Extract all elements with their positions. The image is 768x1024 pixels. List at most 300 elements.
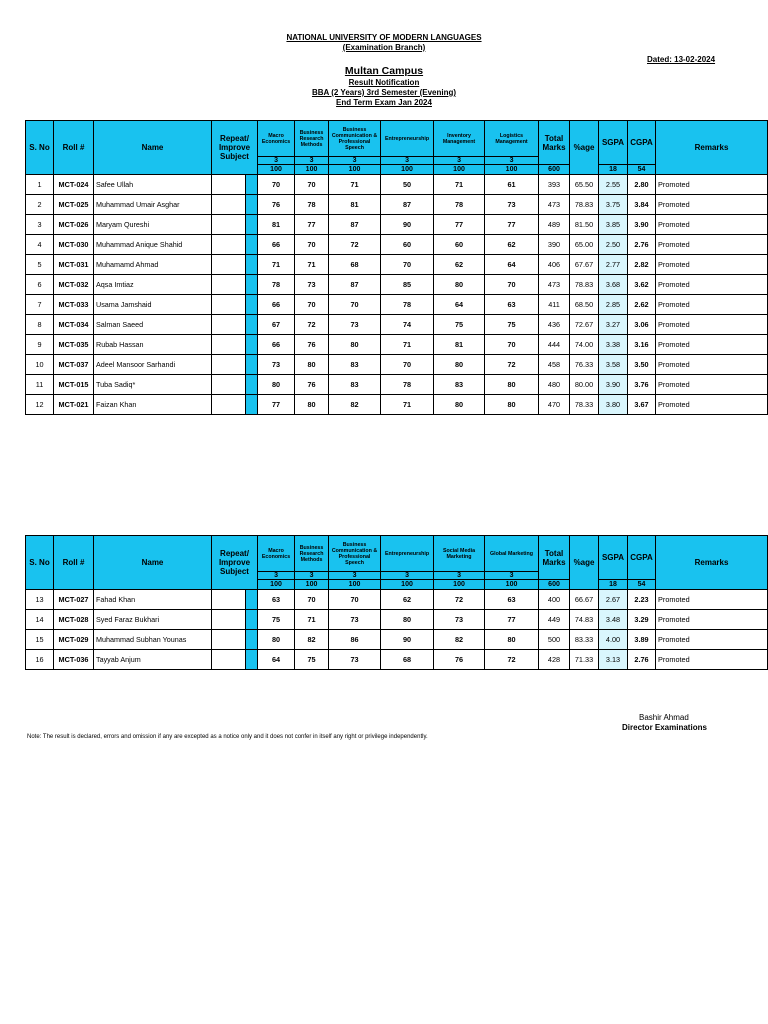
cell-remarks: Promoted [656,650,768,670]
cell-remarks: Promoted [656,375,768,395]
cell-mark: 70 [295,235,329,255]
cell-mark: 76 [295,375,329,395]
cell-mark: 71 [381,395,434,415]
cell-cgpa: 3.90 [628,215,656,235]
cell-roll: MCT-025 [54,195,94,215]
cell-mark: 78 [434,195,485,215]
cell-mark: 71 [329,175,381,195]
cell-total: 470 [539,395,570,415]
col-header-total: Total Marks [539,121,570,165]
table-row [26,195,768,215]
col-header-max-marks: 100 [381,165,434,175]
cell-mark: 82 [329,395,381,415]
cell-mark: 64 [485,255,539,275]
col-header-subject: Business Research Methods [295,121,329,157]
col-header-subject: Logistics Management [485,121,539,157]
col-header-sno: S. No [26,121,54,175]
cell-repeat [212,215,246,235]
cell-mark: 68 [381,650,434,670]
col-header-subject: Macro Economics [258,121,295,157]
cell-mark: 66 [258,295,295,315]
cell-mark: 83 [434,375,485,395]
cell-repeat-marker [246,590,258,610]
cell-repeat [212,610,246,630]
cell-mark: 72 [434,590,485,610]
cell-sgpa: 3.85 [599,215,628,235]
col-header-cgpa: CGPA [628,121,656,165]
cell-roll: MCT-021 [54,395,94,415]
cell-total: 449 [539,610,570,630]
col-header-max-marks: 100 [329,580,381,590]
university-title: NATIONAL UNIVERSITY OF MODERN LANGUAGES [286,33,482,42]
cell-mark: 80 [329,335,381,355]
cell-sno: 2 [26,195,54,215]
cell-mark: 68 [329,255,381,275]
cell-mark: 66 [258,335,295,355]
col-header-credit: 3 [258,157,295,165]
footer-note: Note: The result is declared, errors and omission if any are excepted as a notice only and it does not confer in itself any right or privilege independently. [27,734,428,740]
cell-mark: 81 [434,335,485,355]
cell-roll: MCT-030 [54,235,94,255]
cell-name: Adeel Mansoor Sarhandi [94,355,212,375]
cell-total: 480 [539,375,570,395]
cell-repeat-marker [246,315,258,335]
cell-name: Usama Jamshaid [94,295,212,315]
cell-remarks: Promoted [656,195,768,215]
cell-mark: 73 [485,195,539,215]
cell-cgpa: 3.89 [628,630,656,650]
table-row [26,590,768,610]
cell-sgpa: 2.55 [599,175,628,195]
cell-sgpa: 2.77 [599,255,628,275]
cell-mark: 90 [381,630,434,650]
cell-pct: 76.33 [570,355,599,375]
cell-sno: 9 [26,335,54,355]
col-header-name: Name [94,536,212,590]
cell-mark: 76 [258,195,295,215]
cell-mark: 80 [485,395,539,415]
col-header-subject: Global Marketing [485,536,539,572]
col-header-pct: %age [570,536,599,590]
cell-mark: 75 [485,315,539,335]
cell-repeat-marker [246,175,258,195]
cell-mark: 70 [381,255,434,275]
cell-roll: MCT-029 [54,630,94,650]
cell-roll: MCT-036 [54,650,94,670]
cell-remarks: Promoted [656,235,768,255]
cell-mark: 73 [329,315,381,335]
cell-sno: 14 [26,610,54,630]
cell-mark: 62 [434,255,485,275]
cell-mark: 70 [329,295,381,315]
cell-pct: 80.00 [570,375,599,395]
table-row [26,175,768,195]
cell-mark: 63 [485,295,539,315]
cell-mark: 85 [381,275,434,295]
cell-mark: 71 [295,610,329,630]
cell-pct: 78.83 [570,195,599,215]
cell-cgpa: 2.23 [628,590,656,610]
col-header-remarks: Remarks [656,121,768,175]
cell-remarks: Promoted [656,275,768,295]
col-header-cgpa-sub: 54 [628,165,656,175]
col-header-subject: Entrepreneurship [381,536,434,572]
col-header-max-marks: 100 [485,165,539,175]
cell-remarks: Promoted [656,255,768,275]
cell-repeat [212,395,246,415]
cell-mark: 82 [434,630,485,650]
cell-mark: 70 [295,295,329,315]
cell-sno: 13 [26,590,54,610]
cell-repeat [212,195,246,215]
cell-sgpa: 3.13 [599,650,628,670]
cell-sno: 7 [26,295,54,315]
cell-mark: 63 [485,590,539,610]
cell-mark: 72 [295,315,329,335]
cell-pct: 78.33 [570,395,599,415]
exam-title: End Term Exam Jan 2024 [336,98,432,107]
cell-sno: 6 [26,275,54,295]
cell-mark: 87 [329,215,381,235]
col-header-sgpa: SGPA [599,121,628,165]
cell-repeat [212,255,246,275]
cell-mark: 71 [381,335,434,355]
cell-cgpa: 3.84 [628,195,656,215]
cell-sgpa: 2.67 [599,590,628,610]
table-row [26,315,768,335]
cell-mark: 78 [381,375,434,395]
cell-cgpa: 3.16 [628,335,656,355]
col-header-subject: Social Media Marketing [434,536,485,572]
cell-total: 406 [539,255,570,275]
table-row [26,255,768,275]
cell-remarks: Promoted [656,295,768,315]
cell-sno: 5 [26,255,54,275]
table-row [26,335,768,355]
cell-mark: 70 [485,275,539,295]
cell-mark: 74 [381,315,434,335]
cell-mark: 71 [258,255,295,275]
cell-repeat [212,175,246,195]
cell-name: Fahad Khan [94,590,212,610]
cell-pct: 72.67 [570,315,599,335]
cell-sno: 4 [26,235,54,255]
cell-name: Aqsa Imtiaz [94,275,212,295]
cell-total: 400 [539,590,570,610]
result-table-1 [25,120,768,415]
cell-roll: MCT-026 [54,215,94,235]
cell-mark: 70 [258,175,295,195]
cell-mark: 72 [485,355,539,375]
table-row [26,630,768,650]
col-header-credit: 3 [258,572,295,580]
cell-mark: 86 [329,630,381,650]
cell-cgpa: 3.50 [628,355,656,375]
cell-repeat [212,650,246,670]
cell-sno: 3 [26,215,54,235]
col-header-cgpa-sub: 54 [628,580,656,590]
cell-sgpa: 3.38 [599,335,628,355]
col-header-total: Total Marks [539,536,570,580]
col-header-max-marks: 100 [295,165,329,175]
cell-repeat-marker [246,195,258,215]
cell-repeat-marker [246,255,258,275]
col-header-credit: 3 [381,157,434,165]
cell-sgpa: 3.90 [599,375,628,395]
cell-sgpa: 3.48 [599,610,628,630]
col-header-sno: S. No [26,536,54,590]
col-header-credit: 3 [485,572,539,580]
col-header-credit: 3 [381,572,434,580]
cell-mark: 83 [329,355,381,375]
cell-remarks: Promoted [656,315,768,335]
col-header-remarks: Remarks [656,536,768,590]
col-header-subject: Business Communication & Professional Speech [329,121,381,157]
cell-mark: 71 [295,255,329,275]
cell-sgpa: 3.68 [599,275,628,295]
cell-total: 411 [539,295,570,315]
branch-title: (Examination Branch) [342,43,426,52]
cell-sgpa: 3.27 [599,315,628,335]
cell-pct: 78.83 [570,275,599,295]
cell-roll: MCT-032 [54,275,94,295]
cell-roll: MCT-037 [54,355,94,375]
cell-mark: 81 [329,195,381,215]
cell-name: Muhamamd Ahmad [94,255,212,275]
cell-mark: 87 [381,195,434,215]
cell-total: 500 [539,630,570,650]
col-header-name: Name [94,121,212,175]
col-header-credit: 3 [434,572,485,580]
table-row [26,295,768,315]
col-header-subject: Business Research Methods [295,536,329,572]
cell-mark: 81 [258,215,295,235]
col-header-credit: 3 [485,157,539,165]
col-header-subject: Business Communication & Professional Speech [329,536,381,572]
cell-sgpa: 2.85 [599,295,628,315]
cell-total: 428 [539,650,570,670]
col-header-credit: 3 [329,157,381,165]
cell-mark: 77 [258,395,295,415]
cell-name: Tayyab Anjum [94,650,212,670]
cell-mark: 75 [295,650,329,670]
cell-mark: 80 [295,395,329,415]
cell-repeat-marker [246,395,258,415]
cell-pct: 67.67 [570,255,599,275]
cell-mark: 76 [434,650,485,670]
cell-mark: 73 [434,610,485,630]
cell-cgpa: 2.80 [628,175,656,195]
cell-mark: 76 [295,335,329,355]
col-header-max-marks: 100 [434,165,485,175]
cell-sno: 10 [26,355,54,375]
cell-mark: 71 [434,175,485,195]
col-header-repeat: Repeat/ Improve Subject [212,536,258,590]
cell-remarks: Promoted [656,395,768,415]
cell-repeat-marker [246,610,258,630]
cell-total: 444 [539,335,570,355]
cell-repeat [212,355,246,375]
cell-mark: 61 [485,175,539,195]
cell-sno: 8 [26,315,54,335]
cell-total: 393 [539,175,570,195]
cell-repeat [212,335,246,355]
cell-remarks: Promoted [656,175,768,195]
cell-sgpa: 3.75 [599,195,628,215]
cell-roll: MCT-027 [54,590,94,610]
col-header-roll: Roll # [54,536,94,590]
table-row [26,275,768,295]
cell-remarks: Promoted [656,630,768,650]
col-header-credit: 3 [295,157,329,165]
cell-total: 436 [539,315,570,335]
col-header-subject: Macro Economics [258,536,295,572]
cell-mark: 83 [329,375,381,395]
cell-roll: MCT-024 [54,175,94,195]
cell-roll: MCT-028 [54,610,94,630]
cell-mark: 75 [434,315,485,335]
cell-total: 390 [539,235,570,255]
cell-pct: 66.67 [570,590,599,610]
cell-mark: 73 [329,610,381,630]
cell-pct: 68.50 [570,295,599,315]
cell-mark: 77 [485,215,539,235]
col-header-max-marks: 100 [295,580,329,590]
cell-mark: 80 [485,375,539,395]
cell-mark: 82 [295,630,329,650]
cell-mark: 80 [434,355,485,375]
col-header-sgpa-sub: 18 [599,165,628,175]
campus-title: Multan Campus [344,65,424,77]
cell-cgpa: 2.62 [628,295,656,315]
col-header-credit: 3 [295,572,329,580]
col-header-max-marks: 100 [381,580,434,590]
cell-roll: MCT-034 [54,315,94,335]
col-header-max-marks: 100 [434,580,485,590]
cell-name: Muhammad Subhan Younas [94,630,212,650]
col-header-pct: %age [570,121,599,175]
cell-sno: 12 [26,395,54,415]
cell-mark: 77 [295,215,329,235]
cell-name: Muhammad Umair Asghar [94,195,212,215]
col-header-cgpa: CGPA [628,536,656,580]
cell-total: 473 [539,275,570,295]
cell-cgpa: 3.62 [628,275,656,295]
cell-mark: 70 [329,590,381,610]
cell-remarks: Promoted [656,610,768,630]
cell-name: Syed Faraz Bukhari [94,610,212,630]
cell-mark: 60 [434,235,485,255]
cell-repeat [212,235,246,255]
cell-remarks: Promoted [656,355,768,375]
cell-repeat-marker [246,375,258,395]
cell-mark: 78 [381,295,434,315]
cell-mark: 80 [295,355,329,375]
result-table-2 [25,535,768,670]
cell-mark: 75 [258,610,295,630]
cell-mark: 77 [434,215,485,235]
cell-total: 458 [539,355,570,375]
cell-repeat-marker [246,650,258,670]
cell-name: Safee Ullah [94,175,212,195]
cell-sgpa: 3.58 [599,355,628,375]
col-header-credit: 3 [329,572,381,580]
cell-roll: MCT-015 [54,375,94,395]
cell-repeat-marker [246,335,258,355]
cell-roll: MCT-031 [54,255,94,275]
cell-repeat-marker [246,630,258,650]
cell-remarks: Promoted [656,335,768,355]
col-header-max-marks: 100 [485,580,539,590]
cell-mark: 73 [329,650,381,670]
cell-mark: 78 [295,195,329,215]
cell-name: Muhammad Anique Shahid [94,235,212,255]
cell-cgpa: 3.06 [628,315,656,335]
table-row [26,215,768,235]
cell-mark: 70 [381,355,434,375]
cell-cgpa: 2.76 [628,235,656,255]
table-row [26,355,768,375]
signatory-title: Director Examinations [622,723,707,732]
cell-name: Rubab Hassan [94,335,212,355]
cell-sno: 1 [26,175,54,195]
cell-mark: 64 [434,295,485,315]
cell-name: Maryam Qureshi [94,215,212,235]
cell-repeat-marker [246,235,258,255]
col-header-max-marks: 100 [329,165,381,175]
table-row [26,375,768,395]
cell-sno: 16 [26,650,54,670]
cell-repeat [212,630,246,650]
col-header-subject: Inventory Management [434,121,485,157]
col-header-credit: 3 [434,157,485,165]
cell-mark: 50 [381,175,434,195]
cell-name: Tuba Sadiq* [94,375,212,395]
cell-mark: 66 [258,235,295,255]
cell-remarks: Promoted [656,590,768,610]
cell-roll: MCT-033 [54,295,94,315]
cell-mark: 80 [381,610,434,630]
cell-roll: MCT-035 [54,335,94,355]
cell-cgpa: 3.76 [628,375,656,395]
col-header-total-max: 600 [539,165,570,175]
col-header-total-max: 600 [539,580,570,590]
notification-title: Result Notification [348,78,420,87]
cell-sgpa: 2.50 [599,235,628,255]
program-title: BBA (2 Years) 3rd Semester (Evening) [311,88,457,97]
cell-total: 489 [539,215,570,235]
cell-mark: 73 [295,275,329,295]
cell-repeat-marker [246,355,258,375]
signatory-name: Bashir Ahmad [639,713,689,722]
cell-mark: 62 [381,590,434,610]
cell-repeat-marker [246,275,258,295]
cell-mark: 64 [258,650,295,670]
cell-mark: 63 [258,590,295,610]
cell-sno: 11 [26,375,54,395]
cell-mark: 80 [258,375,295,395]
cell-mark: 60 [381,235,434,255]
cell-mark: 72 [485,650,539,670]
cell-repeat [212,295,246,315]
cell-mark: 73 [258,355,295,375]
cell-mark: 70 [295,175,329,195]
cell-mark: 70 [295,590,329,610]
cell-pct: 71.33 [570,650,599,670]
col-header-sgpa: SGPA [599,536,628,580]
cell-mark: 70 [485,335,539,355]
table-row [26,610,768,630]
